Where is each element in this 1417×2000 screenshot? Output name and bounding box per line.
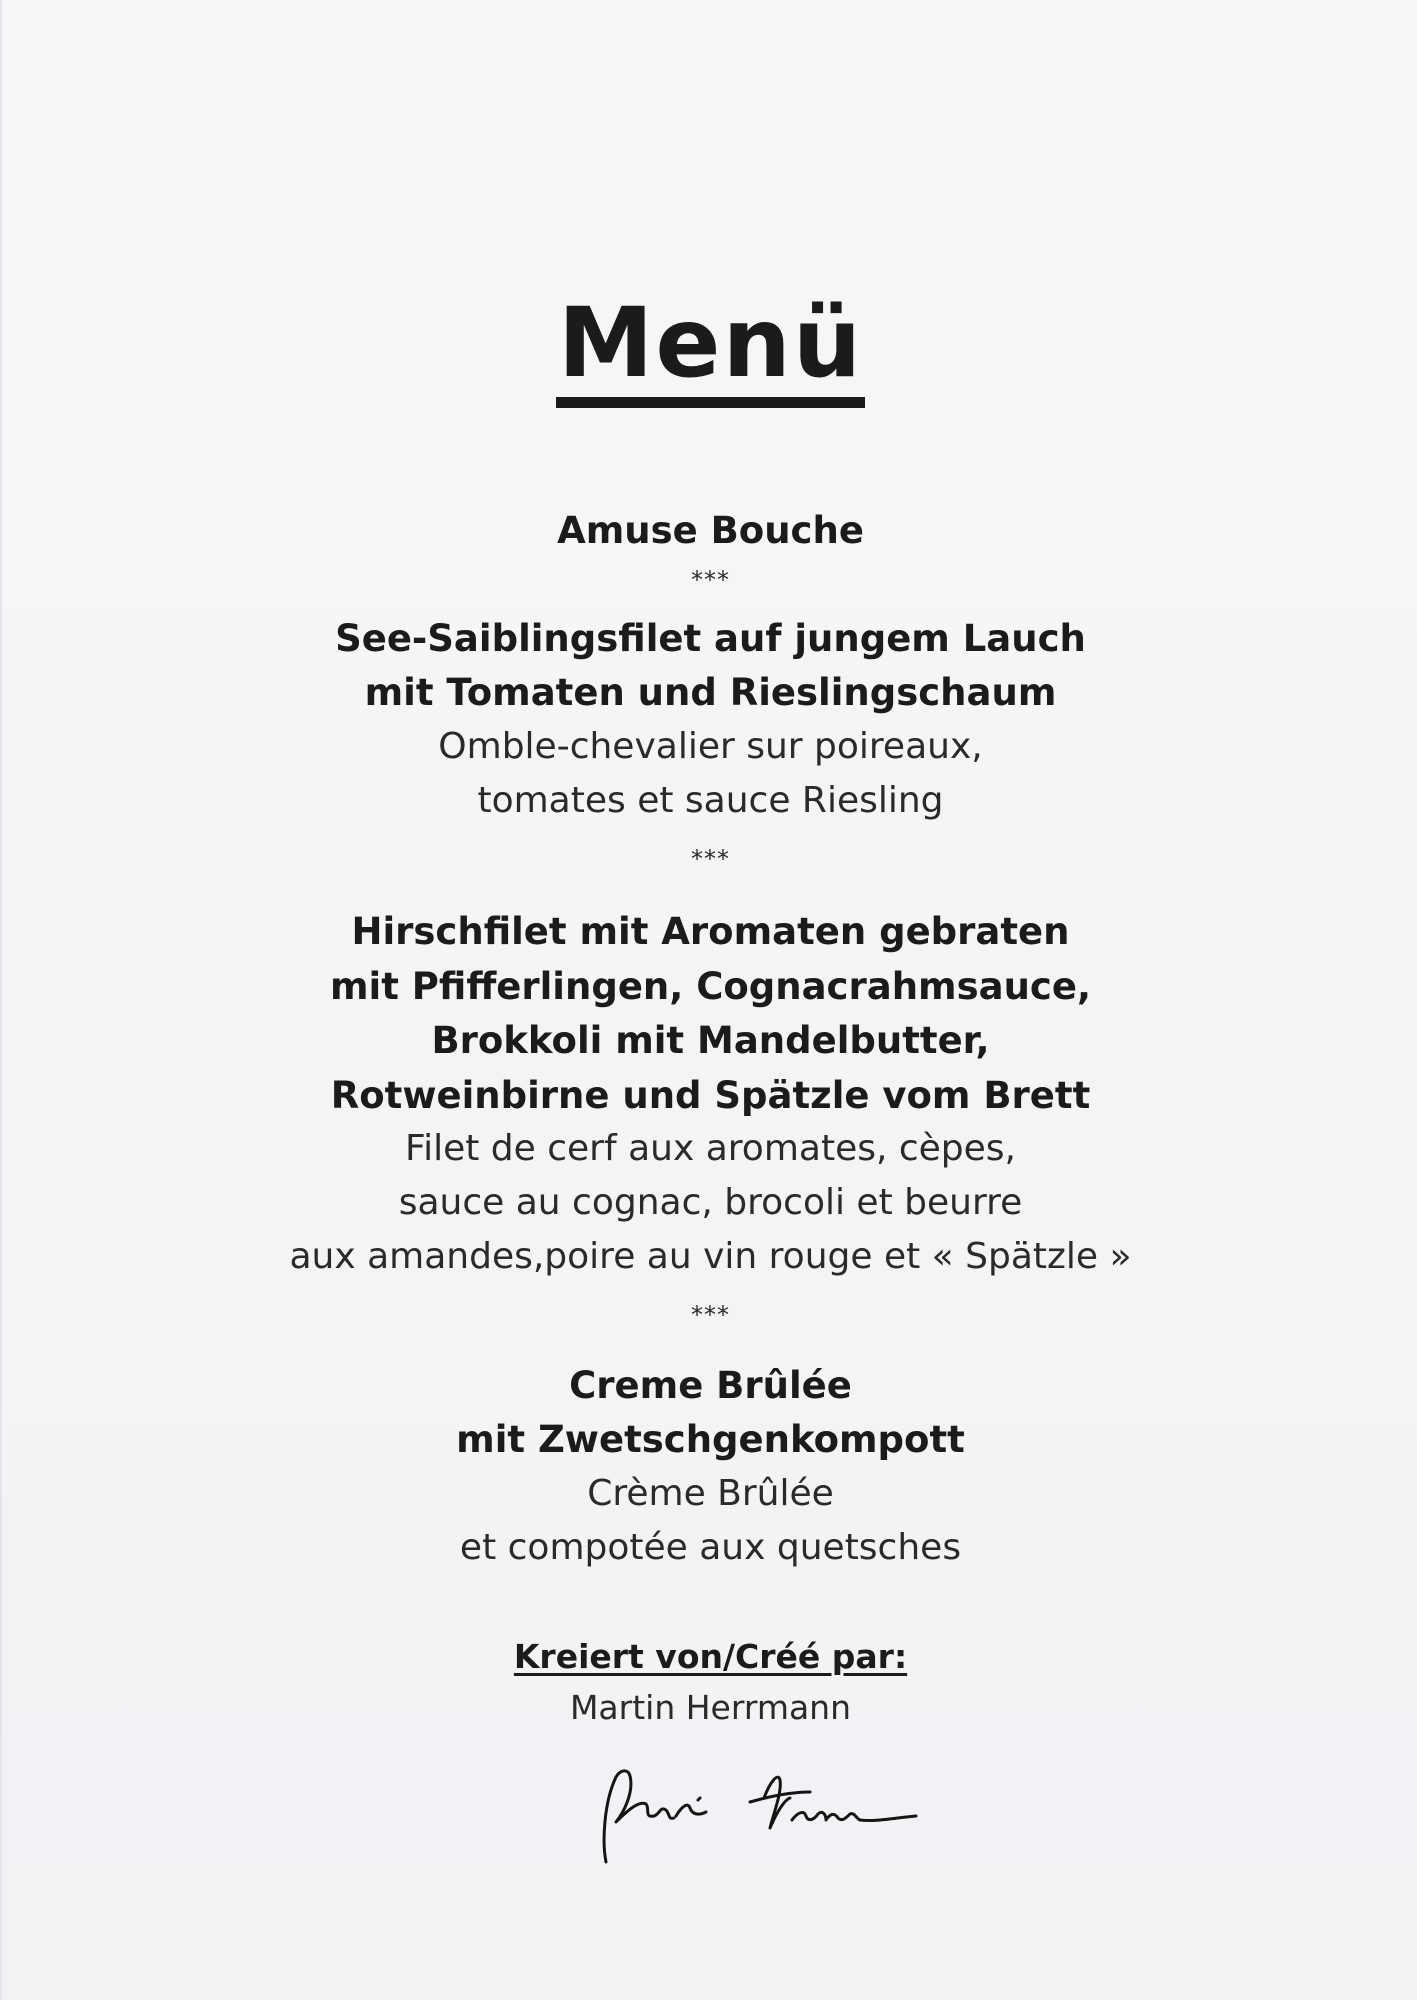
course-dessert-french-2: et compotée aux quetsches [459,1527,962,1568]
chef-name: Martin Herrmann [569,1688,852,1727]
course-main-german-1: Hirschfilet mit Aromaten gebraten [351,910,1070,953]
course-amuse: Amuse Bouche [557,509,864,552]
course-dessert-german-1: Creme Brûlée [569,1364,852,1407]
course-main-french-3: aux amandes,poire au vin rouge et « Spätzle » [289,1236,1132,1277]
course-main-french-2: sauce au cognac, brocoli et beurre [398,1182,1023,1223]
course-dessert-french-1: Crème Brûlée [587,1473,834,1514]
course-fish-german-1: See-Saiblingsfilet auf jungem Lauch [335,617,1086,660]
course-dessert-german-2: mit Zwetschgenkompott [456,1418,965,1461]
chef-signature [594,1752,924,1872]
credit-label: Kreiert von/Créé par: [513,1637,908,1676]
course-main-german-4: Rotweinbirne und Spätzle vom Brett [330,1074,1091,1117]
course-main-french-1: Filet de cerf aux aromates, cèpes, [405,1128,1016,1169]
course-fish-french-2: tomates et sauce Riesling [477,780,944,821]
course-main-german-3: Brokkoli mit Mandelbutter, [431,1019,990,1062]
separator: *** [691,566,730,594]
title-block [2,287,1417,408]
course-fish-french-1: Omble-chevalier sur poireaux, [438,726,983,767]
course-main-german-2: mit Pfifferlingen, Cognacrahmsauce, [329,965,1092,1008]
separator: *** [691,845,730,873]
separator: *** [691,1301,730,1329]
page-title: Menü [556,295,865,408]
course-fish-german-2: mit Tomaten und Rieslingschaum [364,671,1057,714]
